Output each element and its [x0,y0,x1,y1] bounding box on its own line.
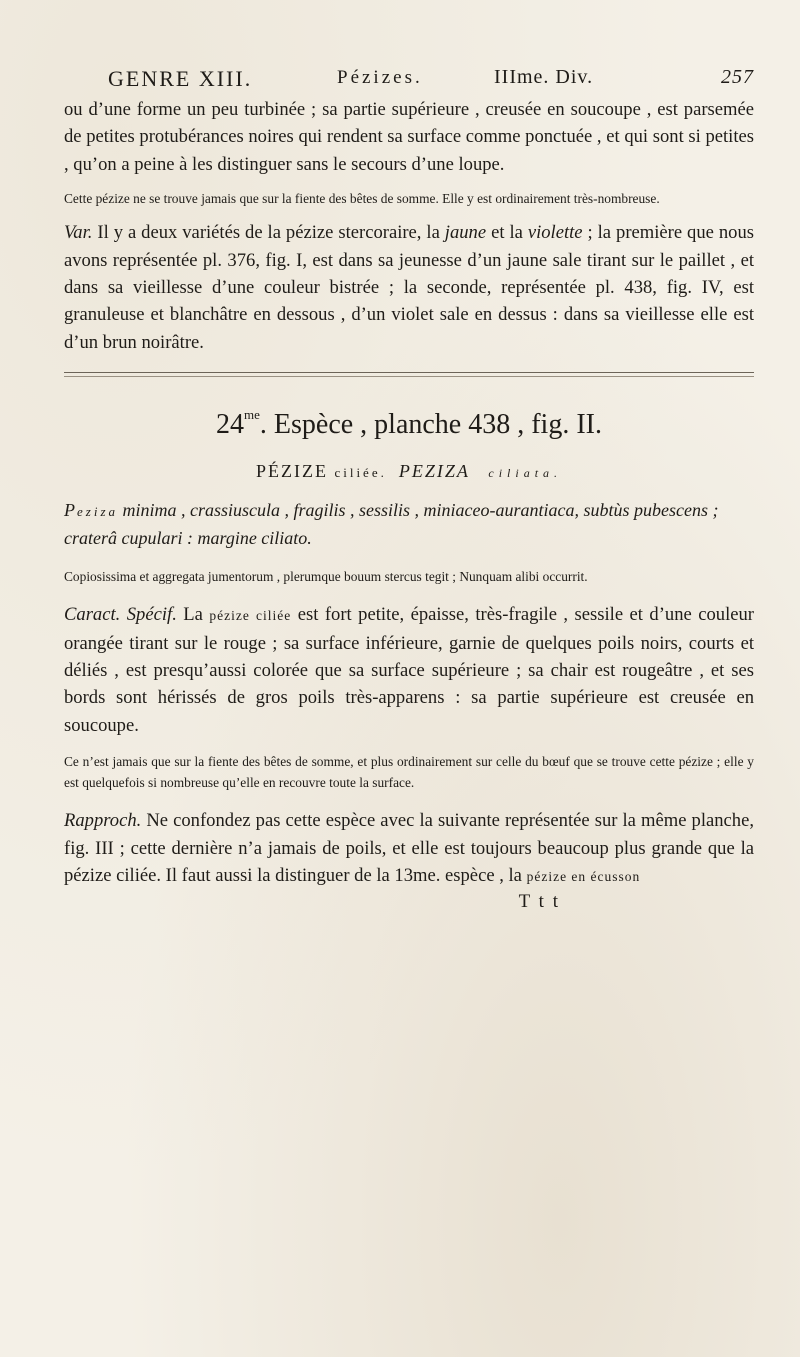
rapproch-species-name: pézize en écusson [526,869,641,885]
signature-mark: T t t [518,890,560,912]
variety-text-a: Il y a deux variétés de la pézize stercoraire, la [92,222,445,244]
caract-text-a: La [176,604,210,626]
species-name-first-letter: P [255,461,268,482]
caract-text-b: est fort petite, épaisse, très-fragile , sessile et d’une couleur orangée tirant sur le rouge ; sa surface inférieure, garnie de quelques poils noirs, courts et déliés , est presqu’aussi colorée que sa surface supérieure ; sa chair est rougeâtre , et ses bords sont hérissés de gros poils très-apparens : sa partie supérieure est creusée en soucoupe. [64,604,754,736]
species-heading-text: . Espèce , planche 438 , fig. II. [259,409,602,441]
section-divider [64,372,754,377]
variety-text-c: ; la première que nous avons représentée pl. 376, fig. I, est dans sa jeunesse d’un jaune sale tirant sur le paillet , et dans sa vieillesse d’une couleur bistrée ; la seconde, représentée pl. 438, fig. IV, est granuleuse et blanchâtre en dessous , d’un violet sale en dessus : dans sa vieillesse elle est d’un brun noirâtre. [64,222,754,353]
note-stercoraire: Cette pézize ne se trouve jamais que sur la fiente des bêtes de somme. Elle y est ordinairement très-nombreuse. [64,191,660,207]
rapproch-paragraph [64,807,754,890]
page-content [64,60,754,913]
species-latin-genus-first: PEZIZA [398,461,470,482]
latin-diagnosis [64,497,754,552]
variety-jaune: jaune [444,222,487,244]
running-head-section: Pézizes. [337,67,423,88]
note-habitat: Ce n’est jamais que sur la fiente des bêtes de somme, et plus ordinairement sur celle du bœuf que se trouve cette pézize ; elle y est quelquefois si nombreuse qu’elle en recouvre toute la surface. [64,754,754,791]
species-epithet: ciliée. [334,465,387,481]
caract-paragraph [64,601,754,739]
intro-paragraph: ou d’une forme un peu turbinée ; sa partie supérieure , creusée en soucoupe , est parsemée de petites protubérances noires qui rendent sa surface comme ponctuée , et qui sont si petites , qu’on a peine à les distinguer sans le secours d’une loupe. [64,99,754,175]
species-number-suffix: me [244,407,260,423]
species-number: 24 [216,409,244,441]
variety-violette: violette [527,222,583,244]
species-name-rest: ÉZIZE [267,461,328,482]
note-latin-habitat: Copiosissima et aggregata jumentorum , plerumque bouum stercus tegit ; Nunquam alibi occurrit. [64,569,588,585]
variety-paragraph [64,219,754,356]
variety-label: Var. [64,222,93,244]
rapproch-text-a: Ne confondez pas cette espèce avec la suivante représentée sur la même planche, fig. III ; cette dernière n’a jamais de poils, et elle est toujours beaucoup plus grande que la pézize ciliée. Il faut aussi la distinguer de la 13me. espèce , la [64,810,754,887]
caract-label: Caract. Spécif. [64,604,177,626]
variety-text-b: et la [486,222,528,244]
running-head-division: IIIme. Div. [494,66,594,88]
caract-species-name: pézize ciliée [209,608,292,624]
running-head [64,60,754,96]
species-name [64,461,754,489]
species-latin-epithet: ciliata. [488,466,563,481]
diagnosis-text: minima , crassiuscula , fragilis , sessilis , miniaceo-aurantiaca, subtùs pubescens ; craterâ cupulari : margine ciliato. [64,500,719,549]
page-number: 257 [721,66,754,88]
diagnosis-genus-first: P [64,500,77,521]
running-head-genre: GENRE XIII. [108,66,253,91]
diagnosis-genus-rest: eziza [77,504,118,520]
rapproch-label: Rapproch. [64,810,142,832]
species-heading [64,407,754,447]
